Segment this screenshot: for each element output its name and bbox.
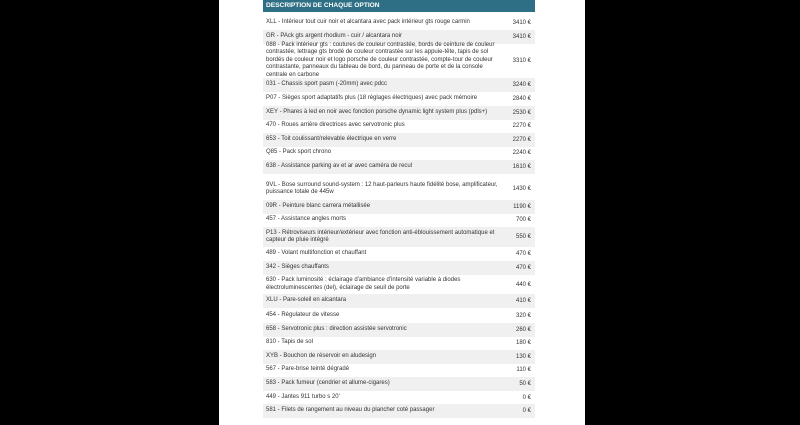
option-price: 470 € (515, 251, 531, 257)
option-price: 0 € (522, 408, 531, 414)
table-header: DESCRIPTION DE CHAQUE OPTION (263, 0, 535, 12)
option-description: 658 - Servotronic plus : direction assistée servotronic (266, 326, 407, 333)
option-price: 1190 € (513, 204, 531, 210)
option-price: 320 € (515, 313, 531, 319)
option-description: 031 - Chassis sport pasm (-20mm) avec pdcc (266, 81, 388, 88)
option-description: 653 - Toit coulissant/relevable électrique en verre (266, 136, 397, 143)
option-price: 410 € (515, 298, 531, 304)
option-price: 440 € (515, 281, 531, 288)
option-row (263, 294, 535, 308)
option-description: P13 - Rétroviseurs intérieur/extérieur avec fonction anti-éblouissement automatique et capteur de pluie intégré (266, 229, 495, 243)
option-row (263, 323, 535, 337)
option-description: GR - PAck gts argent rhodium - cuir / alcantara noir (266, 33, 402, 40)
option-row (263, 261, 535, 275)
option-price: 2840 € (512, 96, 531, 102)
option-description: XLL - Intérieur tout cuir noir et alcantara avec pack intérieur gts rouge carmin (266, 19, 470, 26)
option-price: 550 € (515, 234, 531, 240)
option-description: P07 - Sièges sport adaptatifs plus (18 réglages électriques) avec pack mémoire (266, 95, 478, 102)
option-row (263, 213, 535, 227)
option-row (263, 363, 535, 377)
option-price: 260 € (515, 327, 531, 333)
option-row (263, 78, 535, 92)
option-price: 2270 € (512, 137, 531, 143)
option-description: 09R - Peinture blanc carrera métallisée (266, 203, 371, 210)
option-price: 3410 € (512, 20, 531, 26)
option-price: 2270 € (512, 123, 531, 129)
option-row (263, 146, 535, 160)
option-row (263, 160, 535, 174)
option-row (263, 336, 535, 350)
option-row (263, 41, 535, 78)
option-price: 3310 € (512, 57, 531, 64)
option-description: 567 - Pare-brise teinté dégradé (266, 366, 350, 373)
option-description: XEY - Phares à led en noir avec fonction porsche dynamic light system plus (pdls+) (266, 109, 488, 116)
option-price: 2240 € (512, 150, 531, 156)
option-row (263, 350, 535, 364)
option-description: 583 - Pack fumeur (cendrier et allume-cigares) (266, 380, 390, 387)
option-row (263, 275, 535, 294)
option-row (263, 119, 535, 133)
option-description: 638 - Assistance parking av et ar avec caméra de recul (266, 163, 413, 170)
option-price: 3240 € (512, 82, 531, 88)
option-description: XYB - Bouchon de réservoir en aludesign (266, 353, 377, 360)
option-description: 9VL - Bose surround sound-system : 12 haut-parleurs haute fidélité bose, amplificateur, puissance totale de 445w (266, 181, 498, 195)
option-row (263, 227, 535, 247)
option-description: 810 - Tapis de sol (266, 339, 313, 346)
option-price: 1430 € (512, 186, 531, 192)
option-row (263, 377, 535, 391)
option-row (263, 133, 535, 147)
option-row (263, 178, 535, 200)
option-price: 1610 € (512, 164, 531, 170)
option-description: 457 - Assistance angles morts (266, 216, 347, 223)
option-row (263, 106, 535, 120)
option-description: 489 - Volant multifonction et chauffant (266, 250, 367, 257)
option-price: 110 € (516, 367, 531, 373)
option-row (263, 391, 535, 405)
option-price: 700 € (515, 217, 531, 223)
option-price: 130 € (515, 354, 531, 360)
option-price: 470 € (515, 265, 531, 271)
option-price: 3410 € (512, 34, 531, 40)
option-row (263, 16, 535, 30)
option-price: 2530 € (512, 110, 531, 116)
option-description: 581 - Filets de rangement au niveau du plancher coté passager (266, 407, 435, 414)
option-description: 449 - Jantes 911 turbo s 20' (266, 394, 340, 401)
option-row (263, 404, 535, 418)
option-description: XLU - Pare-soleil en alcantara (266, 297, 347, 304)
option-description: 470 - Roues arrière directrices avec servotronic plus (266, 122, 405, 129)
option-description: 342 - Sièges chauffants (266, 264, 329, 271)
option-row (263, 309, 535, 323)
option-row (263, 200, 535, 214)
option-description: 454 - Régulateur de vitesse (266, 312, 340, 319)
option-description: 630 - Pack luminosité : éclairage d'ambiance d'intensité variable à diodes électroluminescentes (del), éclairage de seuil de porte (266, 277, 461, 291)
option-row (263, 247, 535, 261)
option-description: 088 - Pack intérieur gts : coutures de couleur contrastée, bords de ceinture de couleur contrastée, lettrage gts brodé de couleur contrastée sur les appuie-tête, tapis de sol bordés de couleur noir et logo porsche de couleur contrastée, compte-tour de couleur contrastante, panneaux du tableau de bord, du panneau de porte et de la console centrale en carbone (266, 41, 495, 78)
option-price: 180 € (515, 340, 531, 346)
option-description: Q85 - Pack sport chrono (266, 149, 332, 156)
option-row (263, 92, 535, 106)
option-price: 50 € (519, 381, 531, 387)
option-price: 0 € (522, 395, 531, 401)
